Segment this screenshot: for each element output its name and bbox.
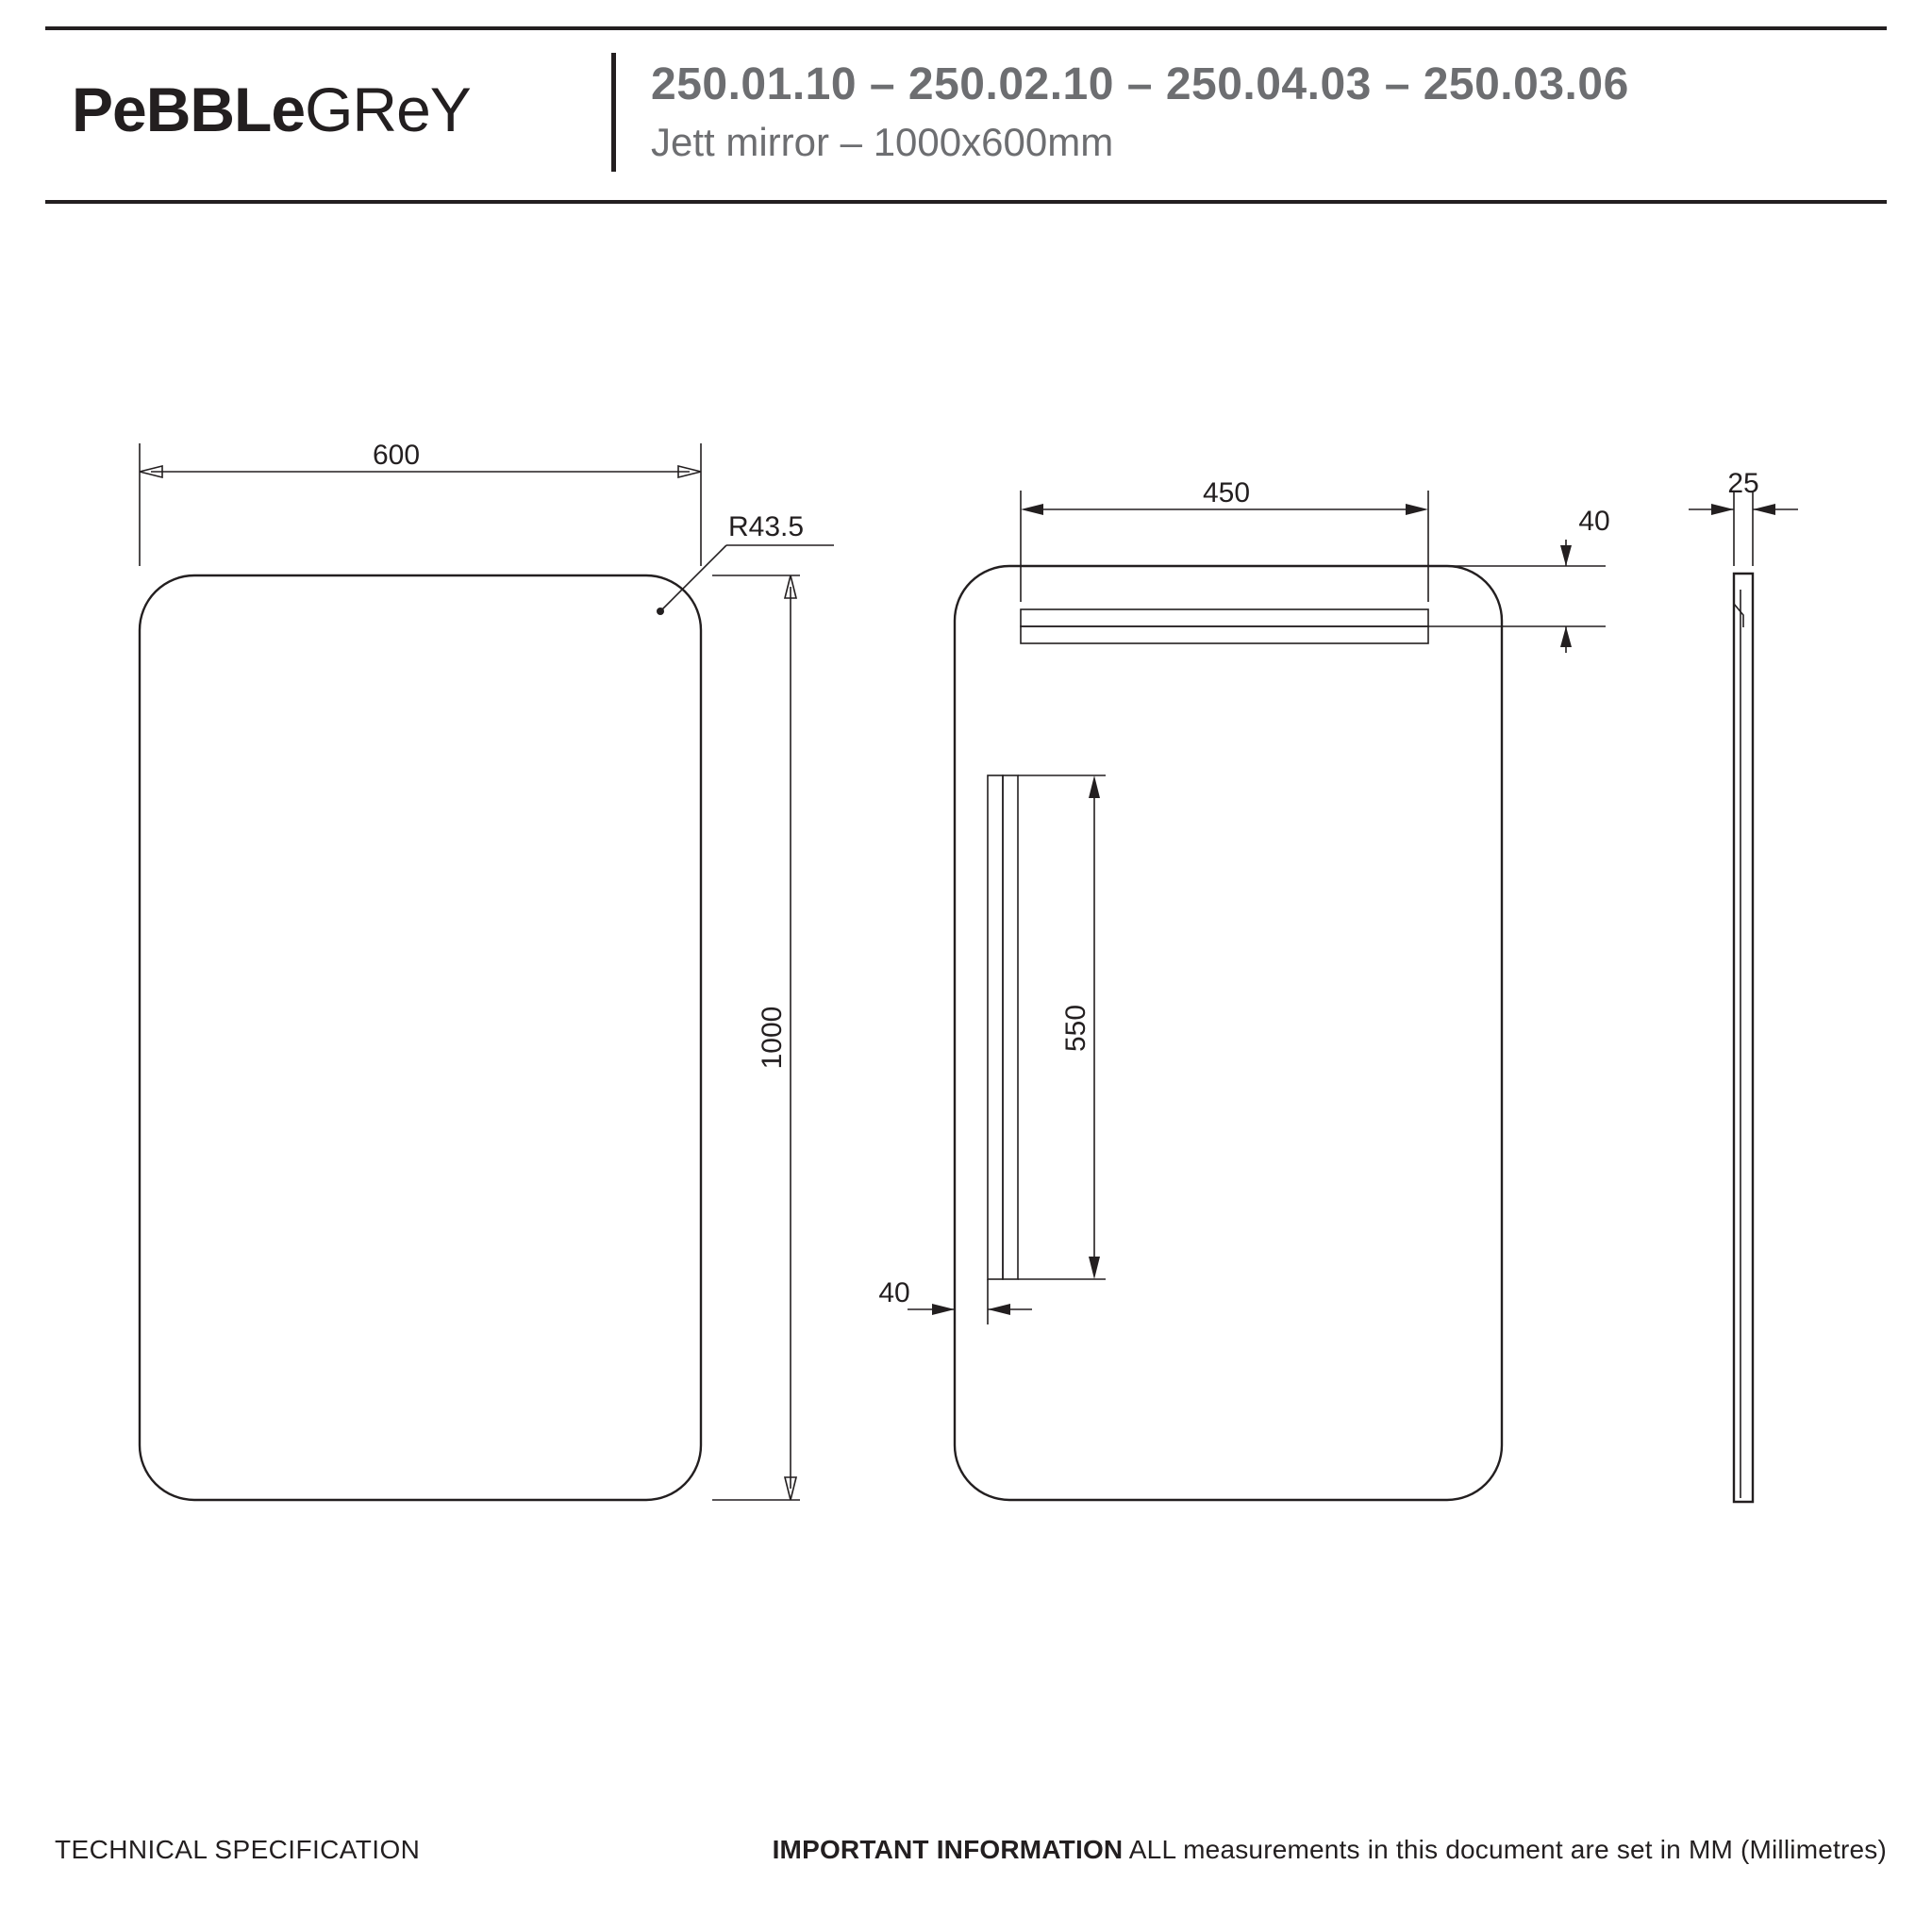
side-depth-label: 25 bbox=[1727, 468, 1759, 499]
side-view-notch bbox=[1734, 604, 1743, 627]
rear-view-mirror-outline bbox=[955, 566, 1502, 1500]
footer-important-information-bold: IMPORTANT INFORMATION bbox=[772, 1835, 1124, 1864]
front-width-dimension-label: 600 bbox=[372, 440, 421, 471]
side-25-arrow-right bbox=[1753, 504, 1775, 515]
footer-important-information bbox=[773, 1835, 1887, 1865]
rear-40-left-arrow-a bbox=[932, 1304, 955, 1315]
side-view-profile-outline bbox=[1734, 574, 1753, 1502]
rear-450-arrow-right bbox=[1406, 504, 1428, 515]
rear-40-top-arrow-down bbox=[1560, 626, 1572, 647]
front-corner-radius-label: R43.5 bbox=[728, 511, 805, 542]
front-radius-leader-dot bbox=[657, 608, 664, 615]
product-description-line: Jett mirror – 1000x600mm bbox=[651, 120, 1114, 164]
rear-top-led-strip-lower bbox=[1021, 626, 1428, 643]
rear-side-led-strip-left bbox=[988, 775, 1003, 1279]
front-view-mirror-outline bbox=[140, 575, 701, 1500]
rear-450-arrow-left bbox=[1021, 504, 1043, 515]
side-view-group bbox=[1689, 491, 1798, 1502]
rear-top-led-width-label: 450 bbox=[1202, 477, 1251, 508]
rear-view-group bbox=[908, 491, 1606, 1500]
logo-light-text: GReY bbox=[305, 75, 471, 144]
footer-important-information-text: ALL measurements in this document are set in MM (Millimetres) bbox=[1123, 1835, 1887, 1864]
rear-side-led-strip-right bbox=[1003, 775, 1018, 1279]
rear-40-left-arrow-b bbox=[988, 1304, 1010, 1315]
rear-40-top-arrow-up bbox=[1560, 545, 1572, 566]
logo-bold-text: PeBBLe bbox=[72, 75, 306, 144]
rear-side-led-height-label: 550 bbox=[1060, 1004, 1091, 1053]
rear-top-led-strip-upper bbox=[1021, 609, 1428, 626]
footer-technical-specification-label: TECHNICAL SPECIFICATION bbox=[55, 1835, 421, 1864]
front-view-group bbox=[140, 443, 834, 1500]
rear-side-led-offset-label: 40 bbox=[878, 1277, 910, 1308]
rear-top-led-offset-label: 40 bbox=[1578, 506, 1610, 537]
rear-550-arrow-bottom bbox=[1089, 1257, 1100, 1279]
side-25-arrow-left bbox=[1711, 504, 1734, 515]
front-height-dimension-label: 1000 bbox=[757, 1006, 788, 1070]
product-sku-line: 250.01.10 – 250.02.10 – 250.04.03 – 250.03.06 bbox=[651, 59, 1629, 109]
rear-550-arrow-top bbox=[1089, 775, 1100, 798]
